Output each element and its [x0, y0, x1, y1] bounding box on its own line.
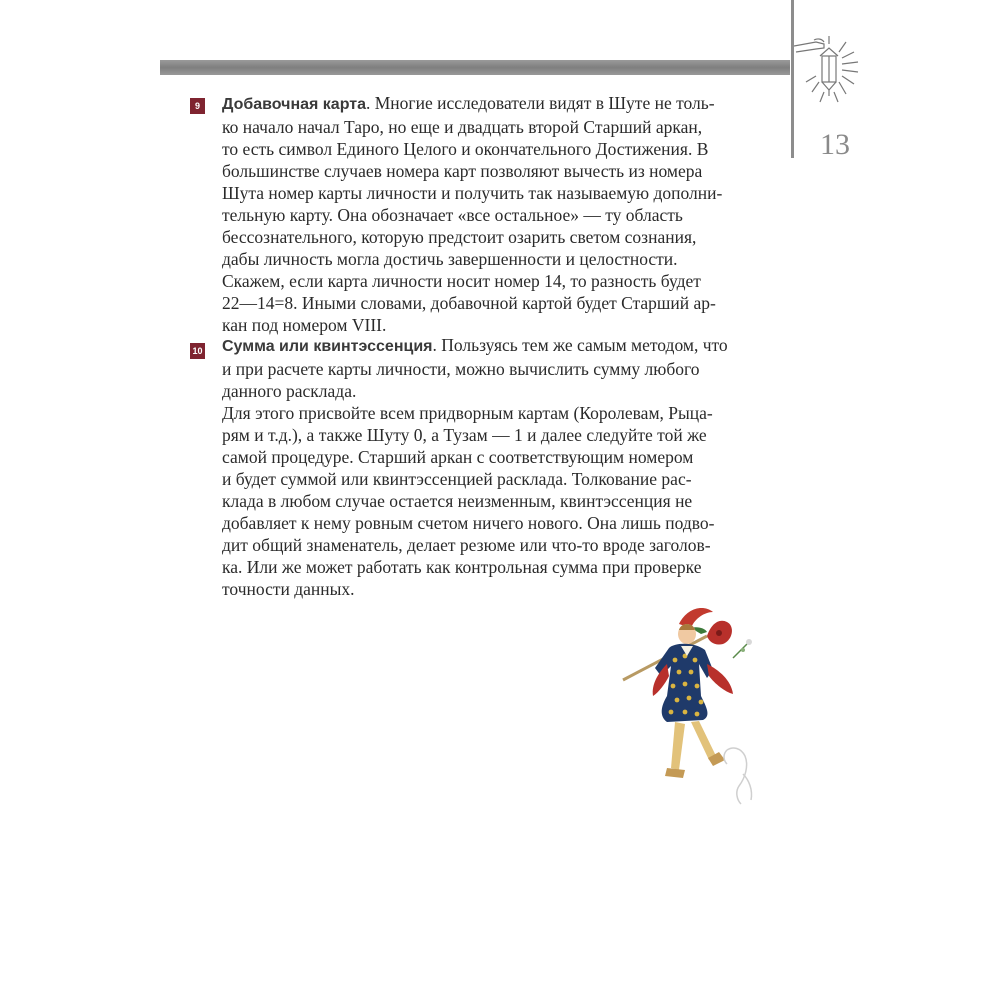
section-body [222, 334, 758, 600]
text-line: то есть символ Единого Целого и окончательного Достижения. В [222, 139, 709, 159]
section-title: Добавочная карта [222, 96, 366, 113]
text-line: рям и т.д.), а также Шуту 0, а Тузам — 1 и далее следуйте той же [222, 425, 707, 445]
text-line: клада в любом случае остается неизменным, квинтэссенция не [222, 491, 693, 511]
fool-figure [615, 600, 765, 810]
text-line: данного расклада. [222, 381, 357, 401]
text-line: дабы личность могла достичь завершенности и целостности. [222, 249, 678, 269]
text-line: добавляет к нему ровным счетом ничего нового. Она лишь подво- [222, 513, 715, 533]
text-line: Скажем, если карта личности носит номер 14, то разность будет [222, 271, 701, 291]
section-body [222, 92, 758, 336]
fool-legs [665, 721, 725, 778]
text-line: Шута номер карты личности и получить так называемую дополни- [222, 183, 723, 203]
flower [733, 639, 752, 658]
header-bar [160, 60, 790, 75]
dog [724, 748, 752, 804]
text-line: точности данных. [222, 579, 355, 599]
text-line: тельную карту. Она обозначает «все остальное» — ту область [222, 205, 683, 225]
section-number-badge: 10 [190, 343, 205, 359]
lantern-icon [794, 30, 862, 110]
text-line: дит общий знаменатель, делает резюме или что-то вроде заголов- [222, 535, 711, 555]
text-line: и при расчете карты личности, можно вычислить сумму любого [222, 359, 700, 379]
text-line: большинстве случаев номера карт позволяют вычесть из номера [222, 161, 703, 181]
fool-head [678, 624, 696, 644]
page-number: 13 [820, 128, 850, 161]
fool-bundle [707, 621, 732, 645]
text-line: Для этого присвойте всем придворным картам (Королевам, Рыца- [222, 403, 713, 423]
text-line: кан под номером VIII. [222, 315, 387, 335]
text-line: самой процедуре. Старший аркан с соответствующим номером [222, 447, 694, 467]
text-line: и будет суммой или квинтэссенцией расклада. Толкование рас- [222, 469, 692, 489]
text-line: 22—14=8. Иными словами, добавочной картой будет Старший ар- [222, 293, 716, 313]
section-number-badge: 9 [190, 98, 205, 114]
text-line: ка. Или же может работать как контрольная сумма при проверке [222, 557, 702, 577]
section-title: Сумма или квинтэссенция [222, 338, 433, 355]
text-line: ко начало начал Таро, но еще и двадцать второй Старший аркан, [222, 117, 703, 137]
text-line: бессознательного, которую предстоит озарить светом сознания, [222, 227, 697, 247]
text-line: Сумма или квинтэссенция. Пользуясь тем же самым методом, что [222, 335, 728, 355]
text-line: Добавочная карта. Многие исследователи видят в Шуте не толь- [222, 93, 715, 113]
